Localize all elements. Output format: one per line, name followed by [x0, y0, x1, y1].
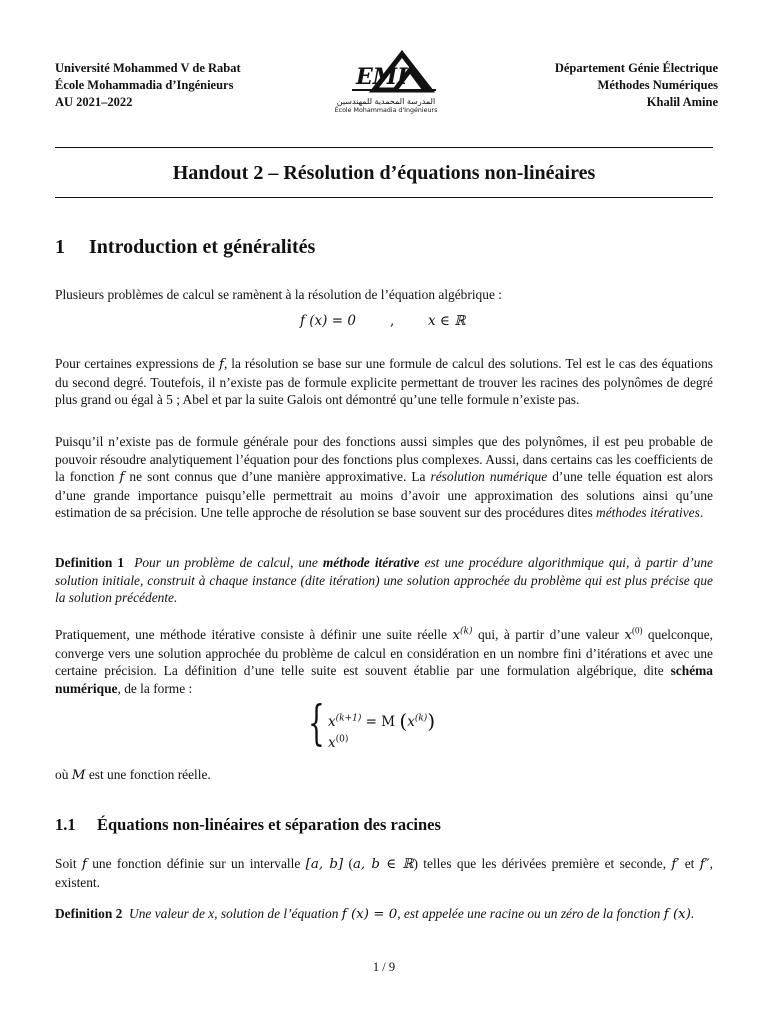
paragraph-function-definition: Soit f une fonction définie sur un intervalle [a, b] (a, b ∈ ℝ) telles que les dérivées première et seconde, f′ et f″, existent. — [55, 856, 714, 890]
numerical-scheme-system — [308, 695, 468, 755]
definition-2: Definition 2 Une valeur de x, solution de l’équation f (x) = 0, est appelée une racine ou un zéro de la fonction f (x). — [55, 906, 695, 922]
definition-label: Definition 2 — [55, 906, 123, 921]
subsection-title: Équations non-linéaires et séparation des racines — [97, 815, 441, 834]
equation-lhs: f (x) = 0 — [300, 313, 356, 329]
subsection-number: 1.1 — [55, 815, 76, 834]
course-name: Méthodes Numériques — [597, 78, 718, 92]
emi-logo-graphic — [330, 50, 442, 98]
header-left — [55, 60, 241, 111]
logo-arabic-text: المدرسة المحمدية للمهندسين — [336, 97, 436, 106]
paragraph-numerical-resolution: Puisqu’il n’existe pas de formule générale pour des fonctions aussi simples que des polynômes, il est peu probable de pouvoir résoudre analytiquement l’équation pour des fonctions plus complexes. Aussi, dans certains cas les coefficients de la fonction f ne sont connus que d’une manière approximative. La résolution numérique d’une telle équation est alors d’une grande importance puisqu’elle permettrait au moins d’avoir une approximation des solutions ainsi qu’une estimation de sa précision. Une telle approche de résolution se base souvent sur des procédures dites méthodes itératives. — [55, 434, 713, 520]
school-name: École Mohammadia d’Ingénieurs — [55, 78, 234, 92]
logo-school-text: École Mohammadia d'Ingénieurs — [334, 107, 438, 114]
university-name: Université Mohammed V de Rabat — [55, 61, 241, 75]
header-right — [555, 60, 718, 111]
subsection-heading-1-1 — [55, 815, 441, 835]
paragraph-m-function: où M est une fonction réelle. — [55, 767, 211, 783]
paragraph-iterative-method: Pratiquement, une méthode itérative consiste à définir une suite réelle $x^{(k)}$ qui, à partir d’une valeur $x^{(0)}$ quelconque, converge vers une solution approchée du problème de calcul en considération en un nombre fini d’itérations et avec une certaine précision. La définition d’une telle suite est souvent établie par une formulation algébrique, dite schéma numérique, de la forme : — [55, 625, 713, 696]
scheme-recurrence: $x^{(k+1)} = M$ $(x^{(k)})$ — [328, 709, 436, 733]
author-name: Khalil Amine — [646, 95, 718, 109]
title-rule-bottom — [55, 197, 713, 198]
page-number: 1 / 9 — [372, 960, 396, 974]
emi-logo — [330, 50, 442, 122]
scheme-initial-value: $x^{(0)}$ — [328, 734, 349, 751]
department-name: Département Génie Électrique — [554, 61, 718, 75]
title-rule-top — [55, 147, 713, 148]
equation-separator: , — [390, 313, 395, 329]
document-title: Handout 2 – Résolution d’équations non-linéaires — [172, 162, 596, 184]
section-number: 1 — [55, 236, 65, 258]
definition-1: Definition 1 Pour un problème de calcul, une méthode itérative est une procédure algorithmique qui, à partir d’une solution initiale, construit à chaque instance (dite itération) une solution approchée du problème qui est plus précise que la solution précédente. — [55, 555, 713, 605]
academic-year: AU 2021–2022 — [55, 95, 133, 109]
logo-text: EMI — [356, 64, 408, 90]
section-heading-1 — [55, 236, 315, 259]
equation-rhs: x ∈ ℝ — [428, 313, 466, 329]
left-brace: { — [308, 695, 325, 751]
section-title: Introduction et généralités — [89, 236, 316, 258]
paragraph-formula-solutions: Pour certaines expressions de f, la résolution se base sur une formule de calcul des solutions. Tel est le cas des équations du second degré. Toutefois, il n’existe pas de formule explicite permettant de trouver les racines des polynômes de degré plus grand ou égal à 5 ; Abel et par la suite Galois ont démontré qu’une telle formule n’existe pas. — [55, 356, 714, 407]
paragraph-intro: Plusieurs problèmes de calcul se ramènent à la résolution de l’équation algébrique : — [55, 287, 502, 302]
definition-label: Definition 1 — [55, 555, 125, 570]
